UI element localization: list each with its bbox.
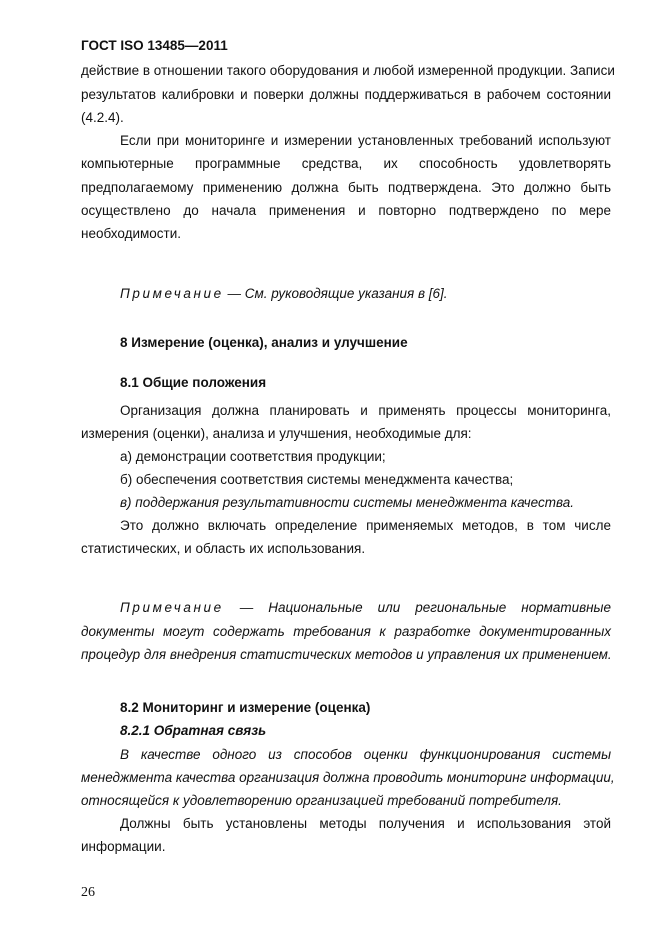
paragraph-line: В качестве одного из способов оценки функционирования системы bbox=[120, 747, 611, 762]
paragraph-line: необходимости. bbox=[81, 226, 181, 241]
paragraph-line: (4.2.4). bbox=[81, 110, 124, 125]
subsection-heading: 8.2 Мониторинг и измерение (оценка) bbox=[120, 700, 371, 715]
note-label: Примечание bbox=[120, 286, 224, 301]
subsubsection-heading: 8.2.1 Обратная связь bbox=[120, 723, 267, 738]
paragraph-line: компьютерные программные средства, их способность удовлетворять bbox=[81, 156, 611, 171]
paragraph-line: относящейся к удовлетворению организацией требований потребителя. bbox=[81, 793, 562, 808]
paragraph-line: Организация должна планировать и применять процессы мониторинга, bbox=[120, 403, 611, 418]
list-item: в) поддержания результативности системы менеджмента качества. bbox=[120, 495, 575, 510]
list-item: б) обеспечения соответствия системы менеджмента качества; bbox=[120, 472, 514, 487]
note-line: документы могут содержать требования к разработке документированных bbox=[81, 624, 611, 639]
list-item: а) демонстрации соответствия продукции; bbox=[120, 449, 386, 464]
note-label: Примечание bbox=[120, 600, 224, 615]
note-text: — См. руководящие указания в [6]. bbox=[223, 286, 448, 301]
section-heading: 8 Измерение (оценка), анализ и улучшение bbox=[120, 335, 408, 350]
paragraph-line: действие в отношении такого оборудования и любой измеренной продукции. Записи bbox=[81, 63, 615, 78]
note-text: — Национальные или региональные нормативные bbox=[239, 600, 611, 615]
paragraph-line: информации. bbox=[81, 839, 166, 854]
paragraph-line: Должны быть установлены методы получения и использования этой bbox=[120, 816, 611, 831]
paragraph-line: осуществлено до начала применения и повторно подтверждено по мере bbox=[81, 203, 611, 218]
note-line bbox=[120, 286, 611, 302]
paragraph-line: Это должно включать определение применяемых методов, в том числе bbox=[120, 518, 611, 533]
note-line: процедур для внедрения статистических методов и управления их применением. bbox=[81, 647, 612, 662]
document-header: ГОСТ ISO 13485—2011 bbox=[81, 38, 228, 53]
subsection-heading: 8.1 Общие положения bbox=[120, 375, 267, 390]
paragraph-line: результатов калибровки и поверки должны поддерживаться в рабочем состоянии bbox=[81, 87, 611, 102]
paragraph-line: предполагаемому применению должна быть подтверждена. Это должно быть bbox=[81, 180, 611, 195]
paragraph-line: измерения (оценки), анализа и улучшения, необходимые для: bbox=[81, 426, 472, 441]
paragraph-line: статистических, и область их использования. bbox=[81, 541, 366, 556]
paragraph-line: Если при мониторинге и измерении установленных требований используют bbox=[120, 133, 611, 148]
note-line bbox=[120, 600, 611, 616]
paragraph-line: менеджмента качества организация должна проводить мониторинг информации, bbox=[81, 770, 615, 785]
page-number: 26 bbox=[81, 885, 95, 900]
